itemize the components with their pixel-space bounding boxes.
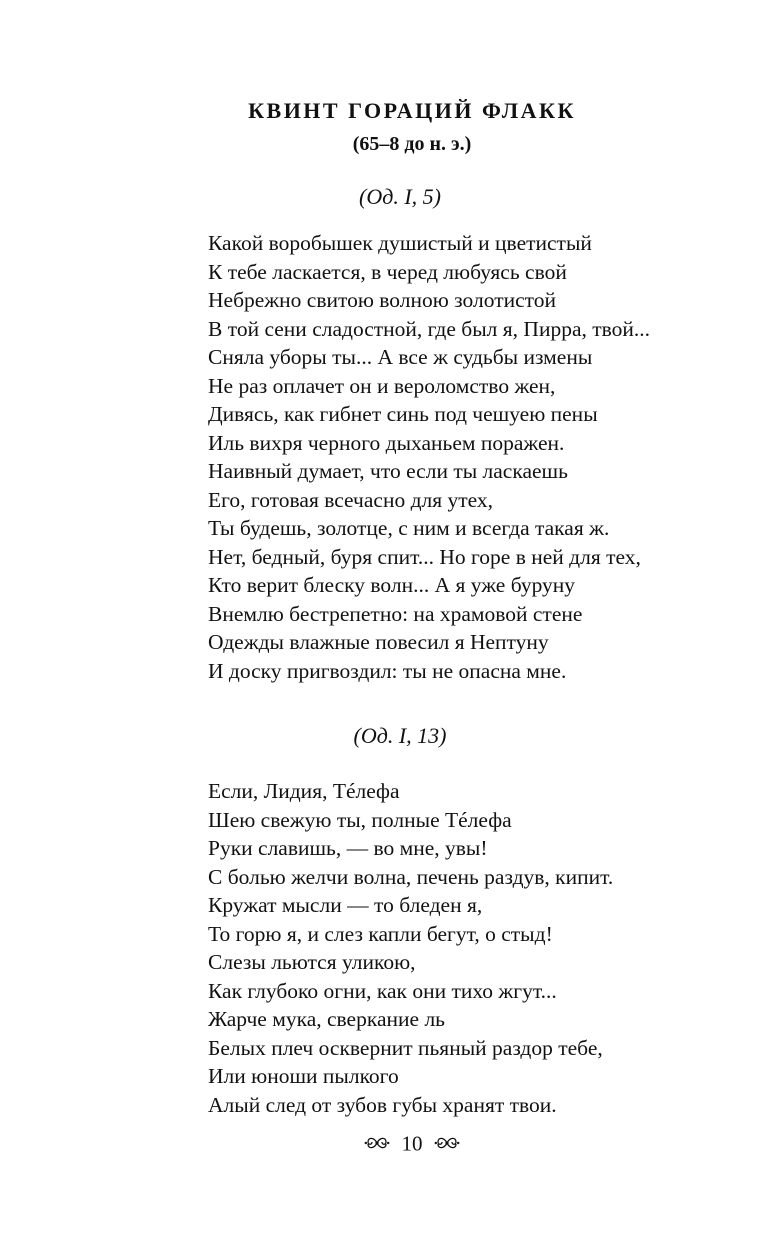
poem-line: Белых плеч осквернит пьяный раздор тебе, xyxy=(208,1035,603,1060)
poem-line: Внемлю бестрепетно: на храмовой стене xyxy=(208,601,583,626)
author-dates: (65–8 до н. э.) xyxy=(352,133,472,155)
poem-line: Нет, бедный, буря спит... Но горе в ней для тех, xyxy=(208,544,641,569)
poem-stanza xyxy=(208,229,650,685)
page-number: 10 xyxy=(401,1131,423,1156)
poem-line: Руки славишь, — во мне, увы! xyxy=(208,836,488,860)
poem-line: Иль вихря черного дыханьем поражен. xyxy=(208,430,565,455)
poem-line: И доску пригвоздил: ты не опасна мне. xyxy=(208,658,567,683)
poem-line: Не раз оплачет он и вероломство жен, xyxy=(208,373,556,398)
poem-stanza xyxy=(208,777,613,1119)
poem-line: К тебе ласкается, в черед любуясь свой xyxy=(208,259,567,284)
poem-line: Одежды влажные повесил я Нептуну xyxy=(208,630,549,654)
author-heading: КВИНТ ГОРАЦИЙ ФЛАКК xyxy=(248,98,576,123)
ode-title: (Од. I, 13) xyxy=(353,723,447,748)
ode-title: (Од. I, 5) xyxy=(359,184,441,209)
poem-line: Сняла уборы ты... А все ж судьбы измены xyxy=(208,345,593,369)
poem-line: Алый след от зубов губы хранят твои. xyxy=(208,1092,557,1117)
poem-line: Ты будешь, золотце, с ним и всегда такая ж. xyxy=(208,516,610,540)
poem-line: Если, Лидия, Тéлефа xyxy=(208,779,400,803)
poem-line: Кто верит блеску волн... А я уже буруну xyxy=(208,573,576,597)
poem-line: Как глубоко огни, как они тихо жгут... xyxy=(208,978,557,1003)
page-footer xyxy=(0,1130,768,1157)
poem-line: Наивный думает, что если ты ласкаешь xyxy=(208,459,568,483)
poem-line: Кружат мысли — то бледен я, xyxy=(208,893,483,917)
poem-line: Или юноши пылкого xyxy=(208,1064,399,1088)
poem-line: Дивясь, как гибнет синь под чешуею пены xyxy=(208,402,598,426)
poem-line: Слезы льются уликою, xyxy=(208,950,416,974)
poem-line: С болью желчи волна, печень раздув, кипит. xyxy=(208,864,614,889)
poem-line: Шею свежую ты, полные Тéлефа xyxy=(208,807,512,832)
poem-line: Небрежно свитою волною золотистой xyxy=(208,288,557,312)
poem-line: Жарче мука, сверкание ль xyxy=(208,1007,445,1031)
poem-line: Его, готовая всечасно для утех, xyxy=(208,487,494,512)
poem-line: То горю я, и слез капли бегут, о стыд! xyxy=(208,921,553,946)
poem-line: В той сени сладостной, где был я, Пирра, твой... xyxy=(208,316,651,341)
fleuron-icon xyxy=(434,1132,460,1157)
fleuron-icon xyxy=(364,1132,390,1157)
poem-line: Какой воробышек душистый и цветистый xyxy=(208,231,592,255)
